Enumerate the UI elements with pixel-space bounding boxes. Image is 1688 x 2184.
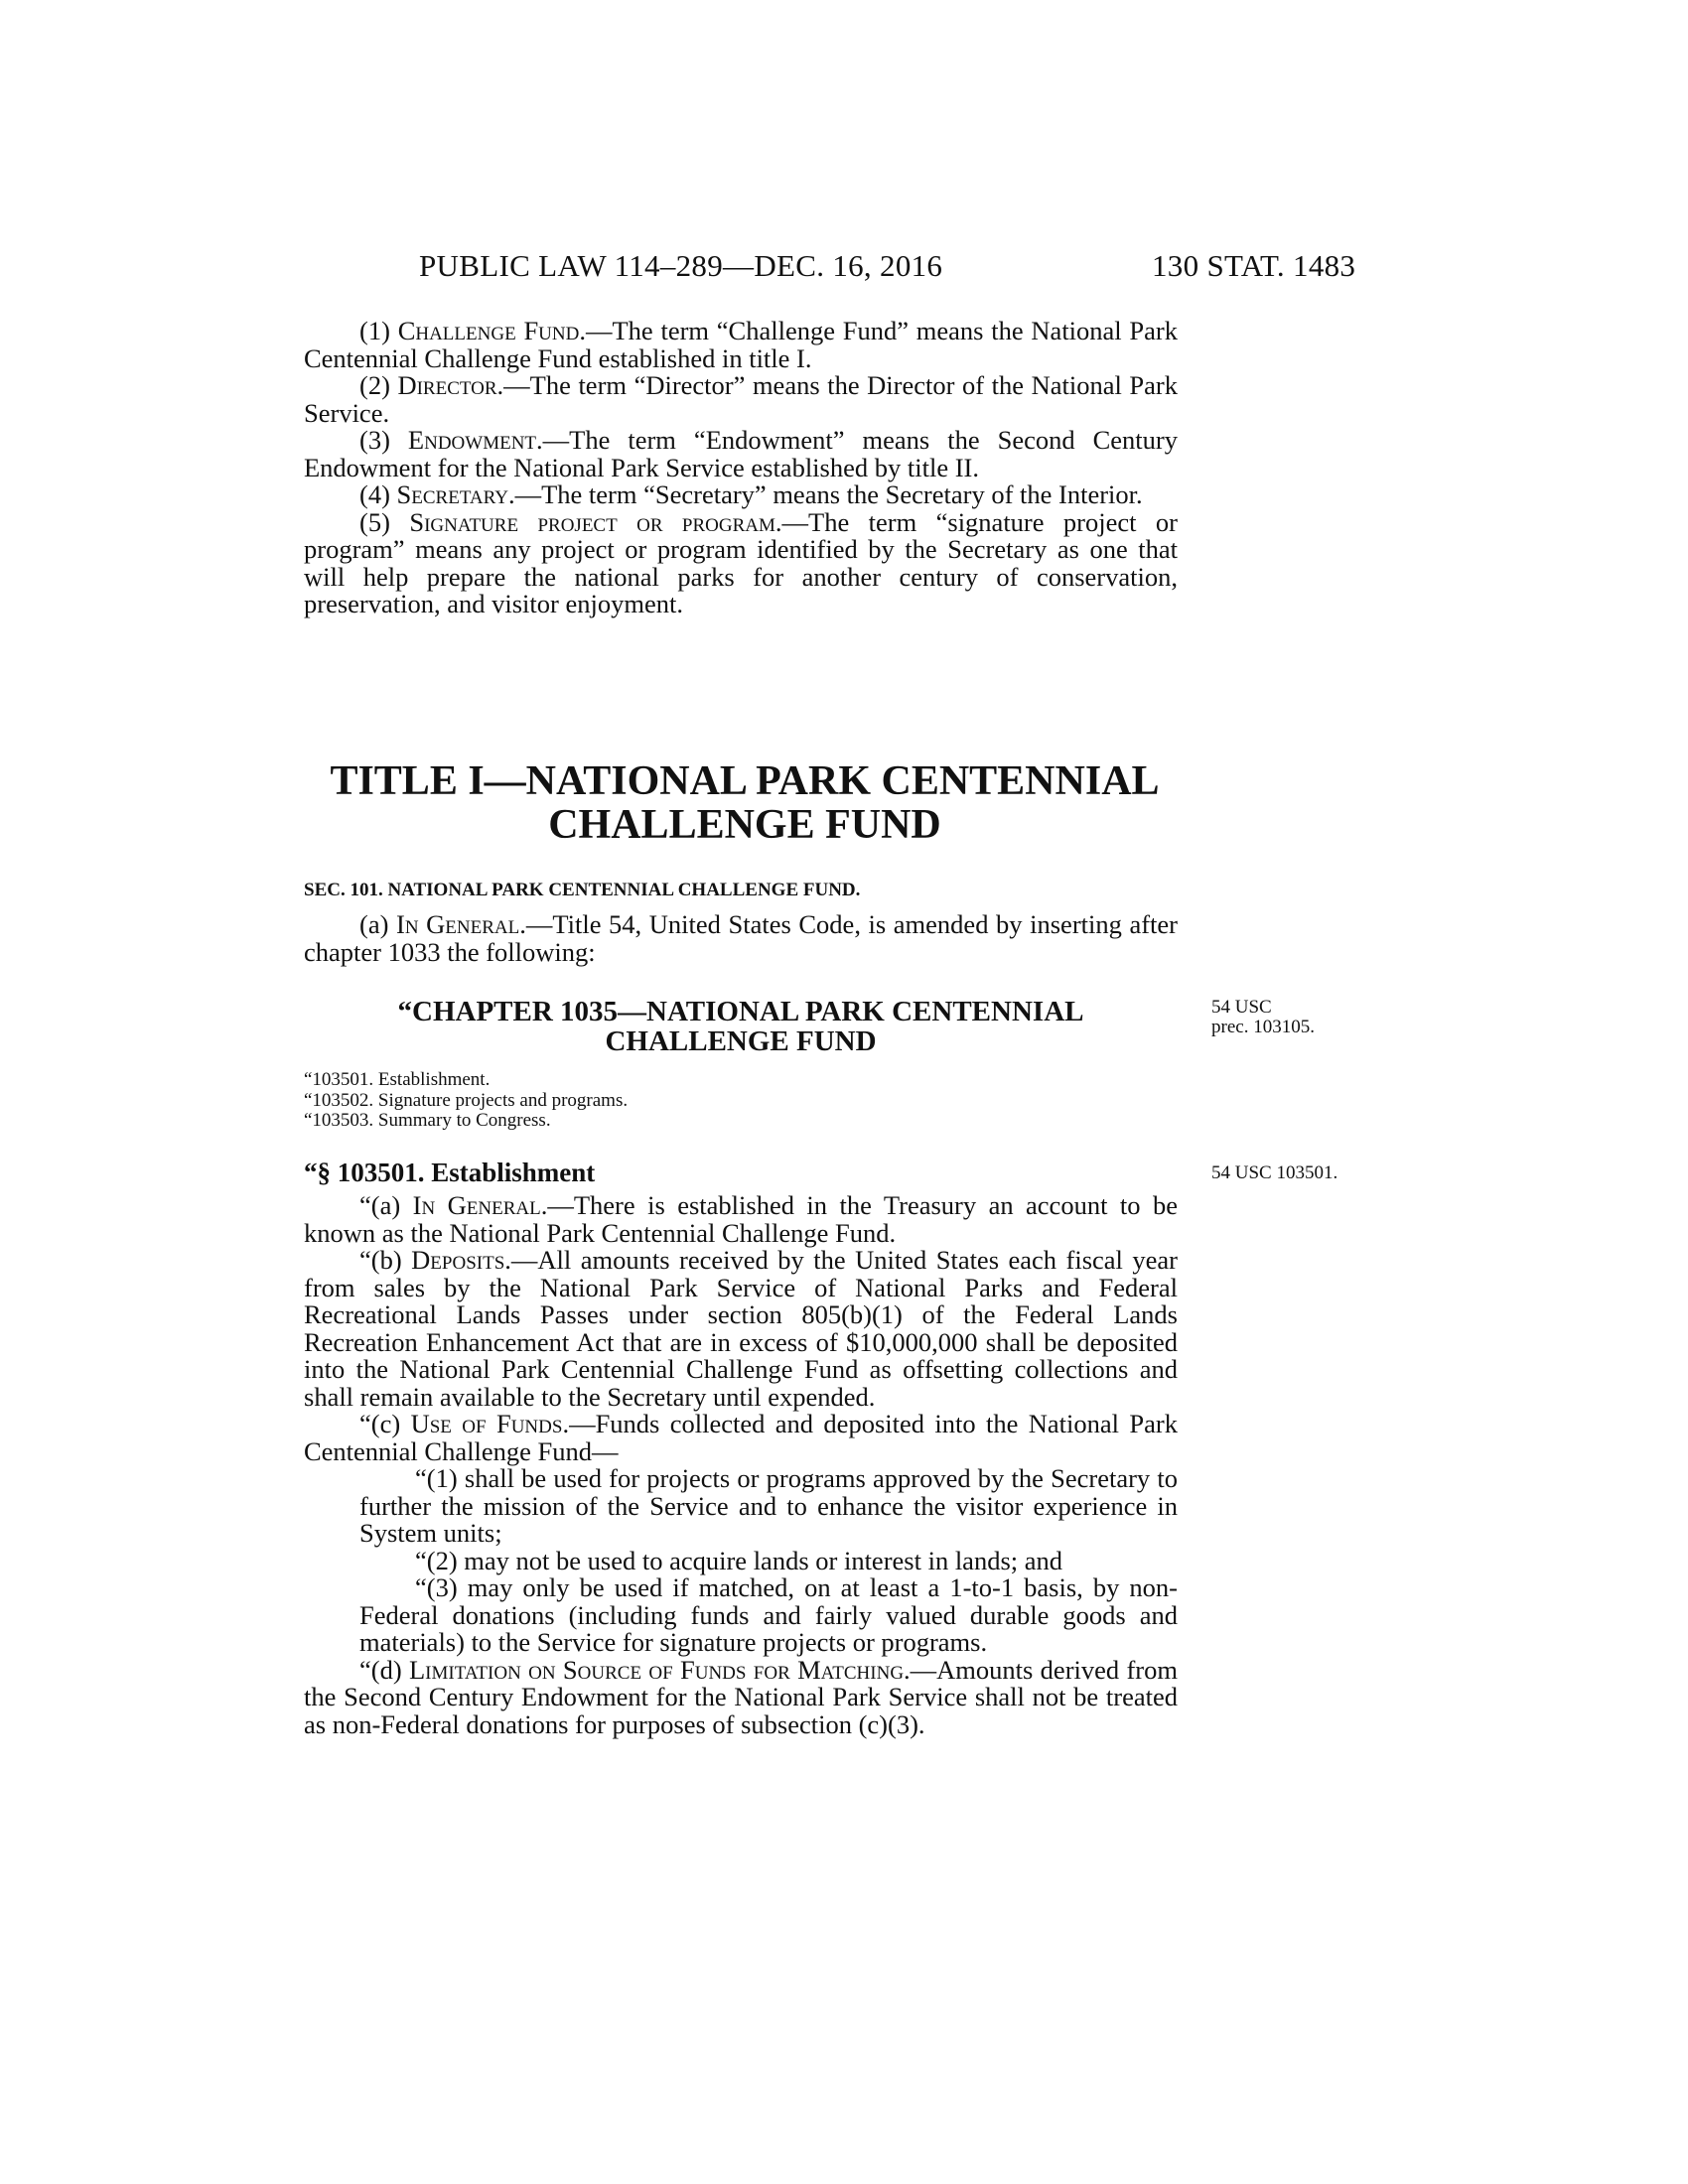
- subsection-c: “(c) Use of Funds.—Funds collected and deposited into the National Park Centennial Challenge Fund—: [304, 1409, 1178, 1466]
- definitions-list: [304, 318, 1178, 618]
- section-heading: SEC. 101. NATIONAL PARK CENTENNIAL CHALLENGE FUND.: [304, 880, 861, 900]
- chapter-line-2: CHALLENGE FUND: [605, 1025, 877, 1057]
- running-header-title: PUBLIC LAW 114–289—DEC. 16, 2016: [419, 248, 943, 283]
- definition-paragraph: (5) Signature project or program.—The term “signature project or program” means any project or program identified by the Secretary as one that will help prepare the national parks for another century of conservation, preservation, and visitor enjoyment.: [304, 506, 1178, 618]
- paragraph-c1: “(1) shall be used for projects or programs approved by the Secretary to further the mission of the Service and to enhance the visitor experience in System units;: [359, 1463, 1178, 1548]
- margin-note-chapter: 54 USC prec. 103105.: [1211, 997, 1315, 1037]
- toc-entry: “103501. Establishment.: [304, 1069, 491, 1090]
- section-103501-heading: “§ 103501. Establishment: [304, 1158, 596, 1187]
- running-header-page: 130 STAT. 1483: [1152, 248, 1356, 283]
- margin-note-section: 54 USC 103501.: [1211, 1162, 1338, 1183]
- section-103501-body: [304, 1192, 1178, 1738]
- defined-term: Endowment: [407, 425, 537, 455]
- chapter-table-of-contents: [304, 1070, 628, 1132]
- toc-entry: “103503. Summary to Congress.: [304, 1110, 551, 1131]
- chapter-heading: [304, 997, 1178, 1056]
- subsection-b: “(b) Deposits.—All amounts received by the United States each fiscal year from sales by the National Park Service of National Parks and Federal Recreational Lands Passes under section 805(b)(1) of the Federal Lands Recreation Enhancement Act that are in excess of $10,000,000 shall be deposited into the National Park Centennial Challenge Fund as offsetting collections and shall remain available to the Secretary until expended.: [304, 1245, 1178, 1412]
- definition-paragraph: (1) Challenge Fund.—The term “Challenge Fund” means the National Park Centennial Challenge Fund established in title I.: [304, 316, 1179, 373]
- subsection-d: “(d) Limitation on Source of Funds for Matching.—Amounts derived from the Second Century Endowment for the National Park Service shall not be treated as non-Federal donations for purposes of subsection (c)(3).: [304, 1654, 1178, 1739]
- defined-term: Secretary: [396, 479, 508, 509]
- defined-term: Challenge Fund: [397, 316, 580, 345]
- paragraph-c2: “(2) may not be used to acquire lands or interest in lands; and: [415, 1545, 1063, 1575]
- defined-term: Director: [397, 370, 497, 400]
- title-heading: [268, 759, 1221, 847]
- section-a-paragraph: (a) In General.—Title 54, United States Code, is amended by inserting after chapter 1033 the following:: [304, 909, 1178, 967]
- definition-paragraph: (2) Director.—The term “Director” means the Director of the National Park Service.: [304, 370, 1178, 428]
- title-line-2: CHALLENGE FUND: [548, 802, 941, 848]
- subsection-a: “(a) In General.—There is established in the Treasury an account to be known as the National Park Centennial Challenge Fund.: [304, 1190, 1178, 1248]
- title-line-1: TITLE I—NATIONAL PARK CENTENNIAL: [330, 758, 1160, 804]
- defined-term: Signature project or program: [409, 506, 775, 537]
- toc-entry: “103502. Signature projects and programs.: [304, 1089, 629, 1111]
- paragraph-c3: “(3) may only be used if matched, on at least a 1-to-1 basis, by non-Federal donations (including funds and fairly valued durable goods and materials) to the Service for signature projects or programs.: [359, 1572, 1178, 1657]
- chapter-line-1: “CHAPTER 1035—NATIONAL PARK CENTENNIAL: [397, 996, 1084, 1027]
- definition-paragraph: (3) Endowment.—The term “Endowment” means the Second Century Endowment for the National Park Service established by title II.: [304, 425, 1178, 482]
- definition-paragraph: (4) Secretary.—The term “Secretary” means the Secretary of the Interior.: [359, 479, 1143, 509]
